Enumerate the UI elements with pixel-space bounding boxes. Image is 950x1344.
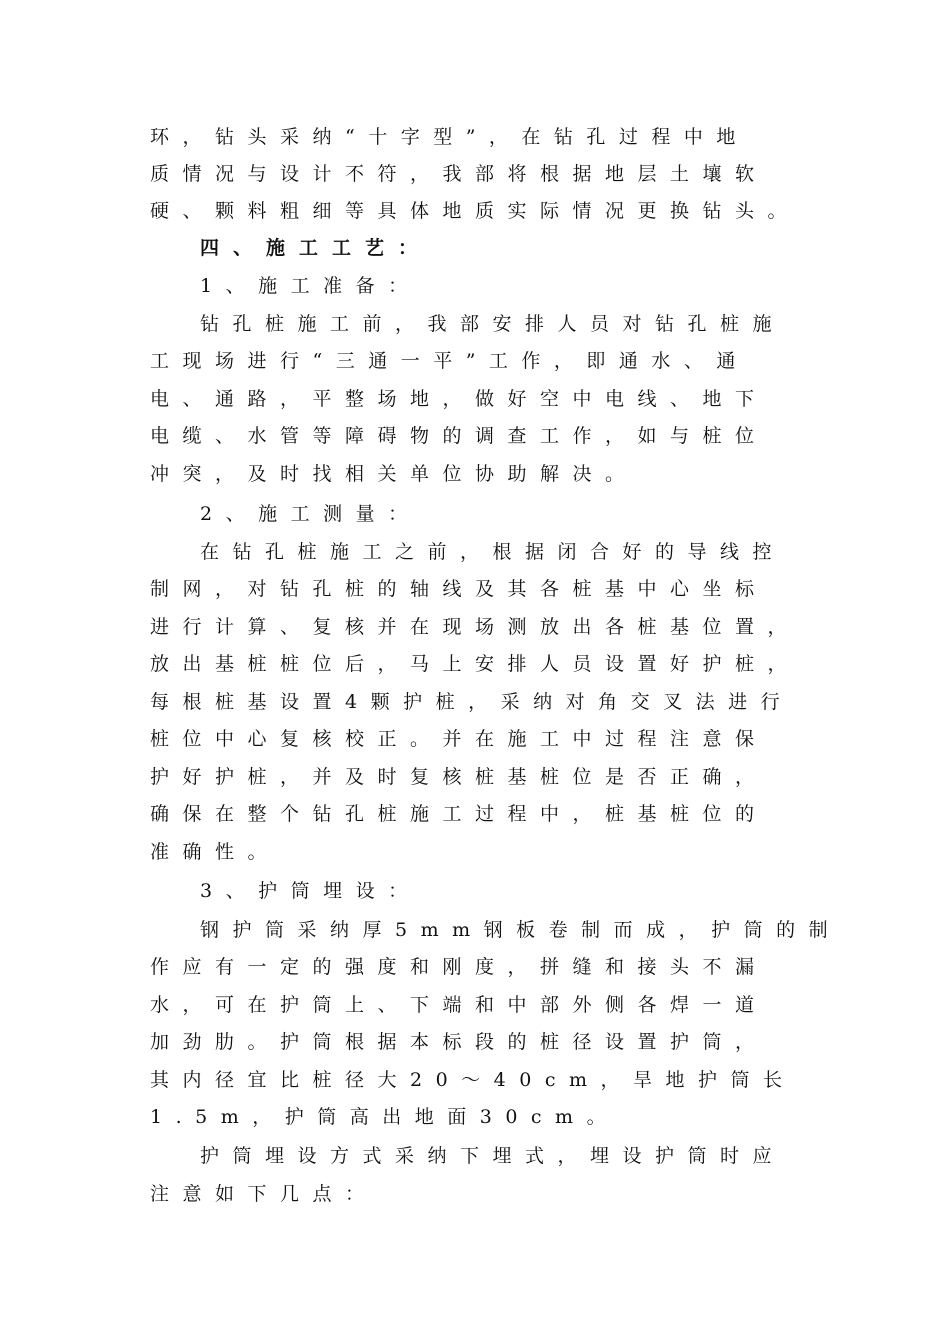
text-line: 在钻孔桩施工之前，根据闭合好的导线控	[200, 541, 786, 563]
text-line: 质情况与设计不符，我部将根据地层土壤软	[150, 163, 768, 185]
text-line: 水，可在护筒上、下端和中部外侧各焊一道	[150, 994, 768, 1016]
subsection-heading: 1、施工准备：	[200, 275, 421, 297]
text-line: 进行计算、复核并在现场测放出各桩基位置，	[150, 616, 801, 638]
text-line: 硬、颗料粗细等具体地质实际情况更换钻头。	[150, 200, 801, 222]
text-line: 工现场进行“三通一平”工作，即通水、通	[150, 350, 749, 372]
text-line: 钢护筒采纳厚5mm钢板卷制而成，护筒的制	[200, 919, 842, 941]
text-line: 钻孔桩施工前，我部安排人员对钻孔桩施	[200, 313, 786, 335]
text-line: 放出基桩桩位后，马上安排人员设置好护桩，	[150, 653, 801, 675]
text-line: 电缆、水管等障碍物的调查工作，如与桩位	[150, 425, 768, 447]
text-line: 加劲肋。护筒根据本标段的桩径设置护筒，	[150, 1031, 768, 1053]
text-line: 其内径宜比桩径大20～40cm，旱地护筒长	[150, 1069, 796, 1091]
text-line: 准确性。	[150, 841, 281, 863]
text-line: 每根桩基设置4颗护桩，采纳对角交叉法进行	[150, 691, 794, 713]
text-line: 护筒埋设方式采纳下埋式，埋设护筒时应	[200, 1145, 786, 1167]
text-line: 注意如下几点：	[150, 1183, 378, 1205]
text-line: 作应有一定的强度和刚度，拼缝和接头不漏	[150, 956, 768, 978]
text-line: 护好护桩，并及时复核桩基桩位是否正确，	[150, 766, 768, 788]
text-line: 冲突，及时找相关单位协助解决。	[150, 463, 638, 485]
text-line: 1.5m，护筒高出地面30cm。	[150, 1106, 620, 1128]
text-line: 确保在整个钻孔桩施工过程中，桩基桩位的	[150, 803, 768, 825]
text-line: 制网，对钻孔桩的轴线及其各桩基中心坐标	[150, 578, 768, 600]
subsection-heading: 3、护筒埋设：	[200, 880, 421, 902]
text-line: 桩位中心复核校正。并在施工中过程注意保	[150, 728, 768, 750]
subsection-heading: 2、施工测量：	[200, 503, 421, 525]
section-heading: 四、施工工艺：	[200, 237, 432, 259]
text-line: 电、通路，平整场地，做好空中电线、地下	[150, 388, 768, 410]
text-line: 环，钻头采纳“十字型”，在钻孔过程中地	[150, 126, 749, 148]
